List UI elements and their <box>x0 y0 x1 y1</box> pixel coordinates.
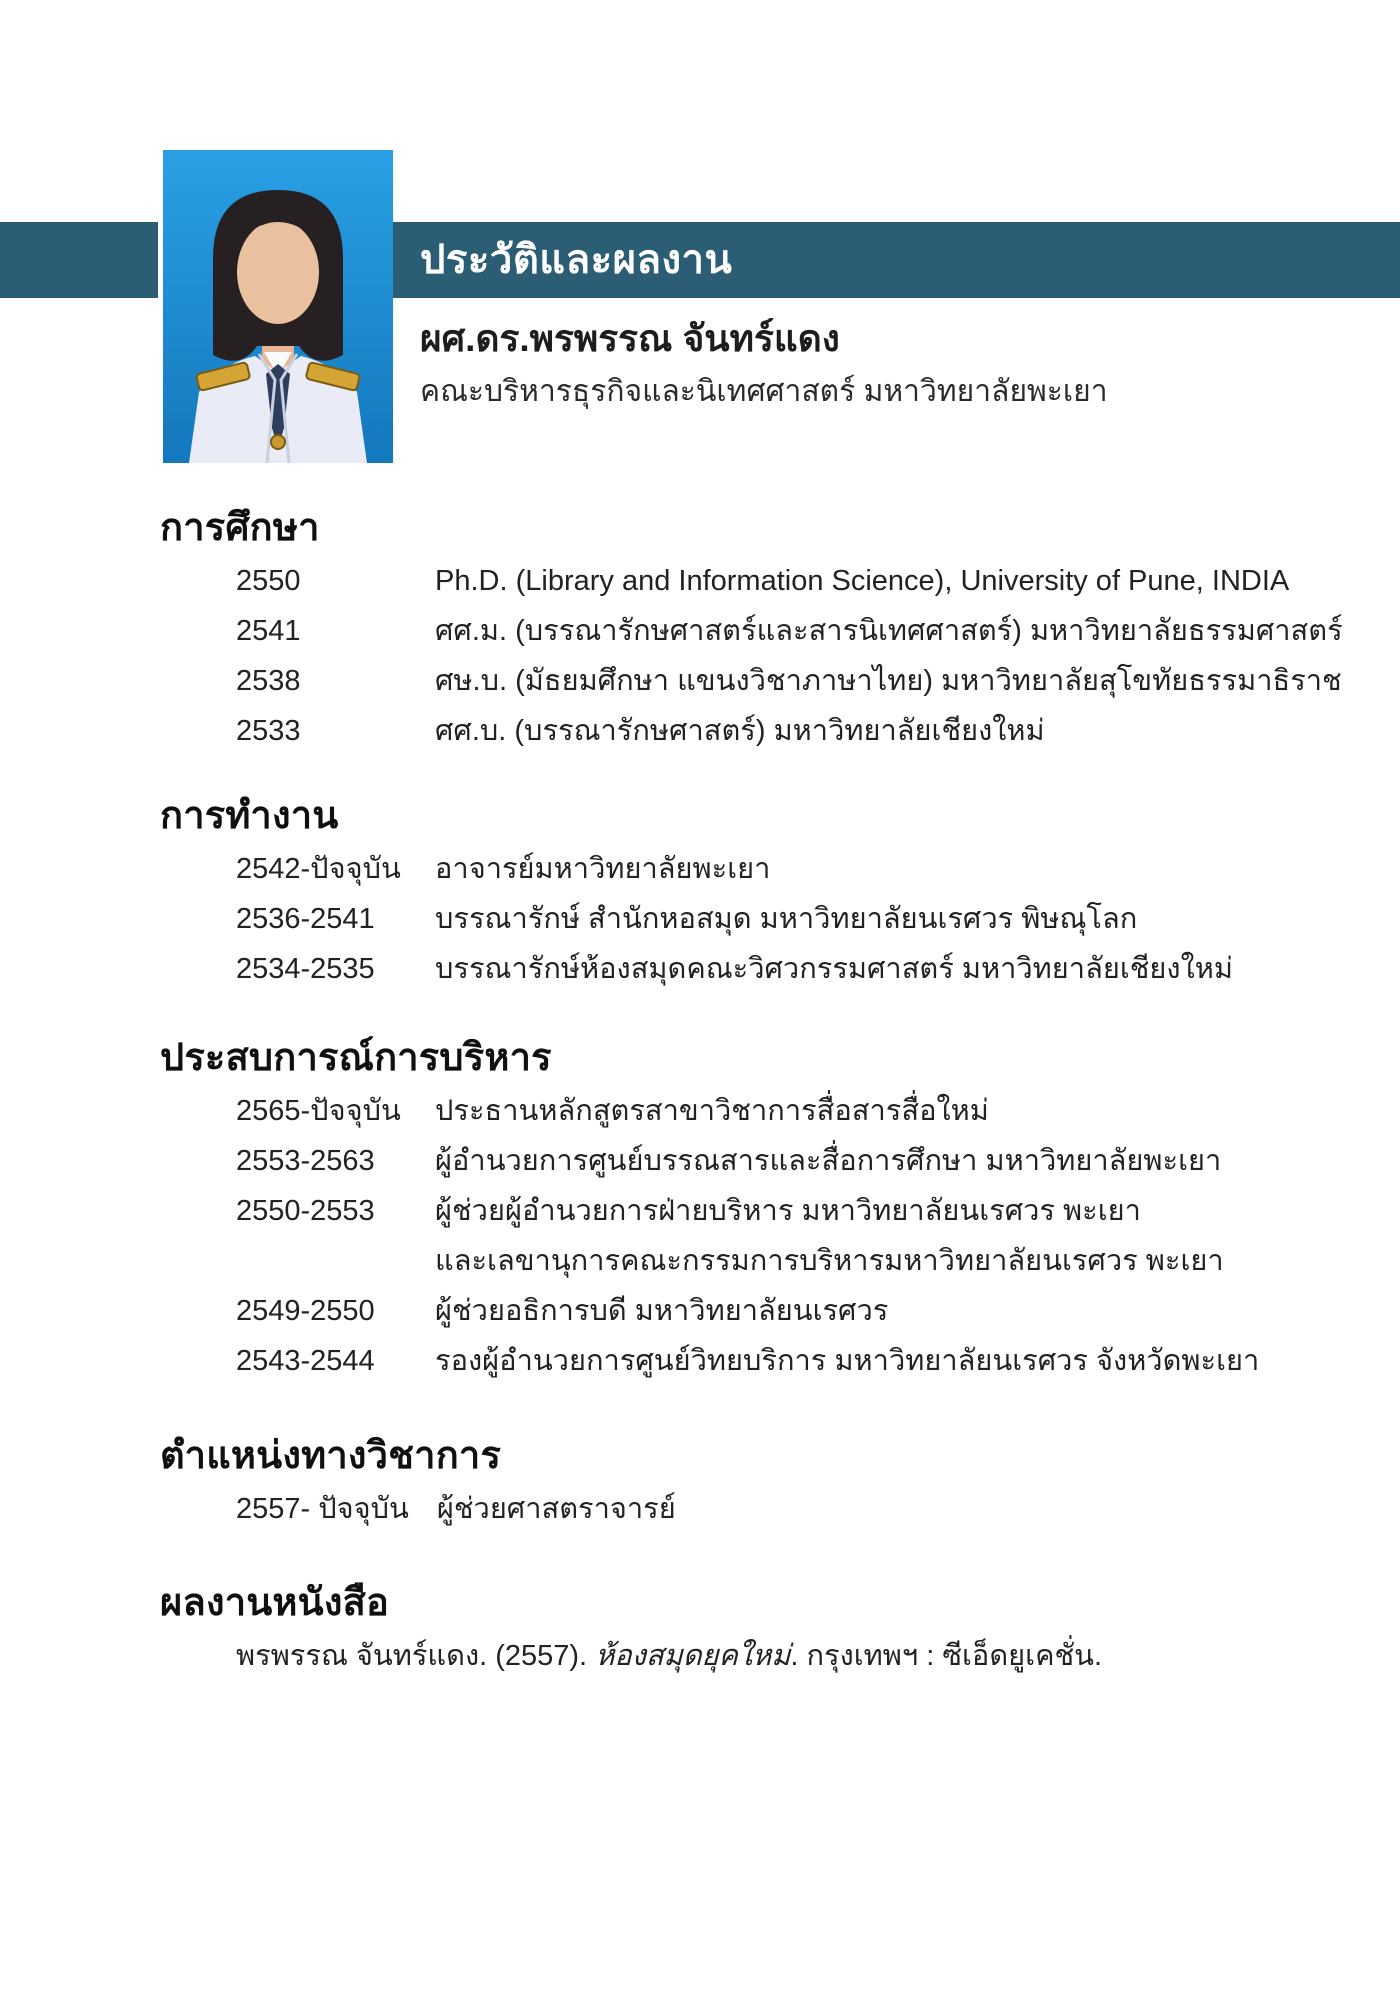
year-label: 2550-2553 <box>236 1195 375 1227</box>
detail-text: บรรณารักษ์ห้องสมุดคณะวิศวกรรมศาสตร์ มหาวิทยาลัยเชียงใหม่ <box>435 953 1233 985</box>
section-heading: การศึกษา <box>160 507 320 549</box>
detail-text: รองผู้อำนวยการศูนย์วิทยบริการ มหาวิทยาลัยนเรศวร จังหวัดพะเยา <box>435 1345 1260 1377</box>
page-title: ประวัติและผลงาน <box>420 238 733 282</box>
detail-text: ศษ.บ. (มัธยมศึกษา แขนงวิชาภาษาไทย) มหาวิทยาลัยสุโขทัยธรรมาธิราช <box>435 665 1342 697</box>
citation-suffix: . กรุงเทพฯ : ซีเอ็ดยูเคชั่น. <box>790 1640 1103 1672</box>
section-academic-position <box>160 1433 1310 1534</box>
year-label: 2565-ปัจจุบัน <box>236 1095 401 1127</box>
book-citation <box>236 1631 1310 1681</box>
detail-text: ประธานหลักสูตรสาขาวิชาการสื่อสารสื่อใหม่ <box>435 1095 989 1127</box>
section-heading: ตำแหน่งทางวิชาการ <box>160 1435 502 1477</box>
citation-book-title: ห้องสมุดยุคใหม่ <box>595 1640 791 1672</box>
section-books <box>160 1580 1310 1681</box>
portrait-photo-graphic <box>163 150 393 463</box>
detail-text: ศศ.ม. (บรรณารักษศาสตร์และสารนิเทศศาสตร์) มหาวิทยาลัยธรรมศาสตร์ <box>435 615 1343 647</box>
education-row <box>160 556 1310 606</box>
detail-text: และเลขานุการคณะกรรมการบริหารมหาวิทยาลัยนเรศวร พะเยา <box>435 1245 1224 1277</box>
admin-row <box>160 1336 1310 1386</box>
section-work <box>160 793 1310 994</box>
work-rows <box>160 844 1310 994</box>
year-label: 2549-2550 <box>236 1295 375 1327</box>
admin-row-continuation <box>160 1236 1310 1286</box>
admin-row <box>160 1286 1310 1336</box>
detail-text: อาจารย์มหาวิทยาลัยพะเยา <box>435 853 771 885</box>
year-label: 2533 <box>236 715 301 747</box>
admin-row <box>160 1186 1310 1236</box>
admin-row <box>160 1086 1310 1136</box>
person-affiliation: คณะบริหารธุรกิจและนิเทศศาสตร์ มหาวิทยาลัยพะเยา <box>420 375 1108 408</box>
detail-text: ศศ.บ. (บรรณารักษศาสตร์) มหาวิทยาลัยเชียงใหม่ <box>435 715 1045 747</box>
header <box>0 0 1400 505</box>
detail-text: ผู้อำนวยการศูนย์บรรณสารและสื่อการศึกษา มหาวิทยาลัยพะเยา <box>435 1145 1222 1177</box>
person-name: ผศ.ดร.พรพรรณ จันทร์แดง <box>420 318 840 359</box>
section-heading: การทำงาน <box>160 795 339 837</box>
education-rows <box>160 556 1343 756</box>
work-row <box>160 894 1310 944</box>
year-label: 2553-2563 <box>236 1145 375 1177</box>
section-admin-experience <box>160 1035 1310 1386</box>
education-row <box>160 656 1342 706</box>
section-education <box>160 505 1343 756</box>
year-label: 2538 <box>236 665 301 697</box>
content <box>160 505 1343 1681</box>
section-heading: ผลงานหนังสือ <box>160 1582 390 1624</box>
year-label: 2550 <box>236 565 301 597</box>
section-heading: ประสบการณ์การบริหาร <box>160 1037 552 1079</box>
detail-text: ผู้ช่วยศาสตราจารย์ <box>436 1493 676 1525</box>
year-label <box>236 1236 435 1286</box>
academic-row <box>160 1484 1310 1534</box>
year-label: 2536-2541 <box>236 903 375 935</box>
education-row <box>160 606 1343 656</box>
admin-row <box>160 1136 1310 1186</box>
education-row <box>160 706 1310 756</box>
work-row <box>160 944 1310 994</box>
detail-text: ผู้ช่วยผู้อำนวยการฝ่ายบริหาร มหาวิทยาลัยนเรศวร พะเยา <box>435 1195 1141 1227</box>
year-label: 2542-ปัจจุบัน <box>236 853 401 885</box>
year-label: 2543-2544 <box>236 1345 375 1377</box>
year-label: 2534-2535 <box>236 953 375 985</box>
work-row <box>160 844 1310 894</box>
academic-rows <box>160 1484 1310 1534</box>
year-label: 2557- ปัจจุบัน <box>236 1493 409 1525</box>
profile-photo <box>158 150 393 463</box>
detail-text: Ph.D. (Library and Information Science), University of Pune, INDIA <box>435 565 1290 597</box>
detail-text: ผู้ช่วยอธิการบดี มหาวิทยาลัยนเรศวร <box>435 1295 889 1327</box>
detail-text: บรรณารักษ์ สำนักหอสมุด มหาวิทยาลัยนเรศวร พิษณุโลก <box>435 903 1138 935</box>
year-label: 2541 <box>236 615 301 647</box>
admin-rows <box>160 1086 1310 1386</box>
citation-prefix: พรพรรณ จันทร์แดง. (2557). <box>236 1640 596 1672</box>
